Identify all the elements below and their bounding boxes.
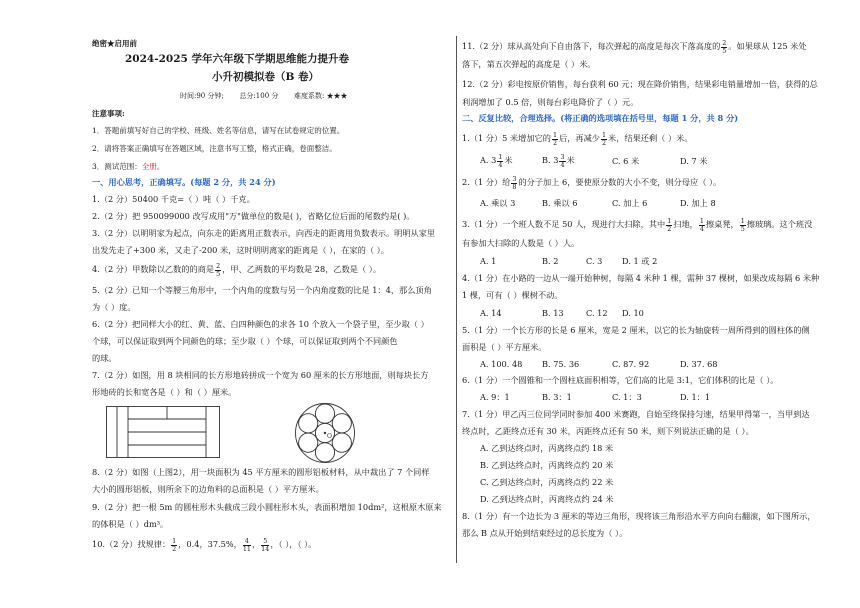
question-2-1-option-c: C. 6 米 [612, 156, 640, 166]
fraction: $\frac{4}{11}$ [242, 537, 251, 553]
question-2-2-option-b: B. 乘以 6 [542, 198, 578, 208]
question-2-5-option-a: A. 100. 48 [480, 359, 523, 369]
question-1-1: 1.（2 分）50400 千克=（ ）吨（ ）千克。 [92, 194, 255, 204]
question-1-5-line1: 5.（2 分）已知一个等腰三角形中，一个内角的度数与另一个内角度数的比是 1：4，那么顶角 [92, 285, 432, 295]
question-2-2: 2.（1 分）给 $\frac{3}{8}$ 的分子加上 6，要使原分数的大小不变，则分母应（ ）。 [462, 175, 722, 191]
question-2-3-line2: 有参加大扫除的人数是（ ）人。 [462, 238, 580, 248]
question-1-8-line2: 大小的圆形铝板，则所余下的边角料的总面积是（ ）平方厘米。 [92, 484, 324, 494]
question-1-5-line2: 为（ ）度。 [92, 302, 136, 312]
question-2-4-option-b: B. 13 [542, 308, 564, 318]
fraction: $\frac{1}{4}$ [498, 153, 503, 169]
exam-meta [180, 91, 348, 102]
question-2-3-line1: 3.（1 分）一个班人数不足 50 人，现进行大扫除，其中 $\frac{1}{2}$ 扫地， $\frac{1}{4}$ 擦桌凳， $\frac{1}{5}$ 擦玻璃。这个班没 [462, 217, 813, 233]
question-2-3-option-b: B. 2 [542, 256, 559, 266]
exam-title: 2024-2025 学年六年级下学期思维能力提升卷 [125, 53, 349, 65]
question-1-9-line1: 9.（2 分）把一根 5m 的圆柱形木头截成三段小圆柱形木头，表面积增加 10dm²，这根原木原来 [92, 502, 442, 512]
fraction: $\frac{1}{2}$ [172, 537, 177, 553]
question-2-7-option-b: B. 乙到达终点时，丙离终点约 20 米 [480, 460, 614, 470]
question-1-6-line2: 个球，可以保证取到两个同颜色的球；至少取（ ）个球，可以保证取到两个不同颜色 [92, 336, 398, 346]
question-1-12-line2: 利润增加了 0.5 倍，则每台彩电降价了（ ）元。 [462, 97, 639, 107]
question-2-5-option-b: B. 75. 36 [542, 359, 580, 369]
question-2-4-option-d: D. 10 [622, 308, 644, 318]
note-1: 1．答题前填写好自己的学校、班级、姓名等信息，请写在试卷规定的位置。 [92, 126, 345, 135]
question-1-9-line2: 的体积是（ ）dm³。 [92, 519, 169, 529]
fraction: $\frac{2}{5}$ [216, 262, 221, 278]
question-2-7-option-a: A. 乙到达终点时，丙离终点约 18 米 [480, 443, 614, 453]
fraction: $\frac{1}{2}$ [601, 131, 607, 147]
fraction: $\frac{3}{4}$ [560, 153, 565, 169]
column-divider [456, 36, 457, 563]
question-2-4-option-c: C. 12 [586, 308, 608, 318]
question-2-5-option-d: D. 37. 68 [680, 359, 718, 369]
question-2-8-line2: 那么 B 点从开始到结束经过的总长度为（ ）。 [462, 528, 628, 538]
question-2-7-option-c: C. 乙到达终点时，丙离终点约 22 米 [480, 477, 614, 487]
question-2-5-line2: 面积是（ ）平方厘米。 [462, 342, 547, 352]
question-2-6-option-b: B. 3：1 [542, 392, 572, 402]
question-1-11-line1: 11.（2 分）球从高处向下自由落下，每次弹起的高度是每次下落高度的 $\frac{2}{5}$ 。如果球从 125 米处 [462, 39, 807, 55]
total-score: 总分:100 分 [239, 92, 279, 100]
fraction: $\frac{1}{2}$ [667, 217, 672, 233]
question-2-4-line1: 4.（1 分）在小路的一边从一端开始种树，每隔 4 米种 1 棵，需种 37 棵树，如果改成每隔 6 米种 [462, 273, 820, 283]
question-2-7-line2: 终点时，乙距终点还有 30 米，丙距终点还有 50 米，则下列说法正确的是（ ）。 [462, 426, 754, 436]
question-2-6-option-d: D. 1：1 [680, 392, 711, 402]
question-2-1-option-a: A. 3 $\frac{1}{4}$ 米 [480, 153, 513, 169]
question-2-1-option-b: B. 3 $\frac{3}{4}$ 米 [542, 153, 575, 169]
tile-floor-figure [106, 406, 220, 458]
question-1-2: 2.（2 分）把 950099000 改写成用"万"做单位的数是( )，省略亿位后面的尾数约是( )。 [92, 211, 415, 221]
notes-heading: 注意事项: [92, 109, 125, 118]
question-1-10: 10.（2 分）找规律： $\frac{1}{2}$ ，0.4，37.5%， $\frac{4}{11}$ ， $\frac{5}{14}$ ，（ ），（ ）。 [92, 537, 317, 553]
question-2-5-line1: 5.（1 分）一个长方形的长是 6 厘米，宽是 2 厘米，以它的长为轴旋转一周所得到的圆柱体的侧 [462, 325, 810, 335]
question-2-1-option-d: D. 7 米 [680, 156, 708, 166]
question-1-7-line2: 形地砖的长和宽各是（ ）和（ ）厘米。 [92, 387, 237, 397]
section-1-heading: 一、用心思考，正确填写。(每题 2 分，共 24 分) [92, 177, 276, 187]
question-2-4-line2: 1 棵，可有（ ）棵树不动。 [462, 290, 563, 300]
center-label: O [327, 433, 332, 440]
question-1-8-line1: 8.（2 分）如图（上图2），用一块面积为 45 平方厘米的圆形铝板材料，从中裁出了 7 个同样 [92, 467, 430, 477]
test-range: 全册。 [141, 162, 165, 171]
question-2-2-option-d: D. 加上 8 [680, 198, 716, 208]
question-2-8-line1: 8.（1 分）有一个边长为 3 厘米的等边三角形，现将该三角形沿水平方向向右翻滚，如下图所示， [462, 511, 816, 521]
question-2-3-option-c: C. 3 [586, 256, 603, 266]
question-1-11-line2: 落下，第五次弹起的高度是（ ）米。 [462, 59, 596, 69]
question-2-4-option-a: A. 14 [480, 308, 502, 318]
fraction: $\frac{5}{14}$ [261, 537, 270, 553]
question-1-7-line1: 7.（2 分）如图，用 8 块相同的长方形地砖拼成一个宽为 60 厘米的长方形地面，则每块长方 [92, 370, 429, 380]
fraction: $\frac{1}{4}$ [699, 217, 704, 233]
fraction: $\frac{2}{5}$ [722, 39, 727, 55]
difficulty-label: 难度系数: [293, 92, 325, 100]
question-2-5-option-c: C. 87. 92 [612, 359, 650, 369]
question-1-4: 4.（2 分）甲数除以乙数的的商是 $\frac{2}{5}$ ，甲、乙两数的平均数是 28，乙数是（ ）。 [92, 262, 382, 278]
question-1-3-line2: 出发先走了+300 米，又走了-200 米，这时明明离家的距离是（ ），在家的（ ）。 [92, 245, 389, 255]
question-1-12-line1: 12.（2 分）彩电按原价销售，每台获利 60 元；现在降价销售，结果彩电销量增加一倍，获得的总 [462, 79, 818, 89]
fraction: $\frac{3}{8}$ [512, 175, 517, 191]
fraction: $\frac{1}{2}$ [552, 131, 558, 147]
question-2-7-line1: 7.（1 分）甲乙丙三位同学同时参加 400 米赛跑，自始至终保持匀速，结果甲得第一，当甲到达 [462, 409, 810, 419]
question-2-6-option-c: C. 1：3 [612, 392, 642, 402]
circle-sheet-figure [294, 402, 356, 464]
question-2-2-option-a: A. 乘以 3 [480, 198, 516, 208]
right-column [462, 0, 860, 608]
question-2-6-option-a: A. 9：1 [480, 392, 510, 402]
section-2-heading: 二、反复比较，合理选择。(将正确的选项填在括号里，每题 1 分，共 8 分) [462, 113, 739, 123]
time-limit: 时间:90 分钟; [180, 92, 224, 100]
question-1-6-line1: 6.（2 分）把同样大小的红、黄、蓝、白四种颜色的求各 10 个放入一个袋子里，至少取（ ） [92, 319, 429, 329]
confidential-label: 绝密★启用前 [92, 39, 137, 48]
question-2-3-option-a: A. 1 [480, 256, 497, 266]
question-2-2-option-c: C. 加上 6 [612, 198, 648, 208]
question-2-6: 6.（1 分）一个圆锥和一个圆柱底面积相等，它们高的比是 3:1，它们体积的比是（ ）。 [462, 375, 779, 385]
difficulty-stars: ★★★ [326, 92, 348, 100]
question-2-1: 1.（1 分）5 米增加它的 $\frac{1}{2}$ 后，再减少 $\frac{1}{2}$ 米，结果还剩（ ）米。 [462, 131, 693, 147]
question-1-3-line1: 3.（2 分）以明明家为起点，向东走的距离用正数表示，向西走的距离用负数表示。明明从家里 [92, 228, 436, 238]
note-3: 3．测试范围：全册。 [92, 162, 165, 171]
fraction: $\frac{1}{5}$ [740, 217, 745, 233]
note-2: 2．请将答案正确填写在答题区域，注意书写工整，格式正确，卷面整洁。 [92, 144, 337, 153]
exam-subtitle: 小升初模拟卷（B 卷） [212, 71, 320, 83]
question-1-6-line3: 的球。 [92, 353, 117, 363]
question-2-3-option-d: D. 1 或 2 [622, 256, 658, 266]
question-2-7-option-d: D. 乙到达终点时，丙离终点约 24 米 [480, 494, 614, 504]
